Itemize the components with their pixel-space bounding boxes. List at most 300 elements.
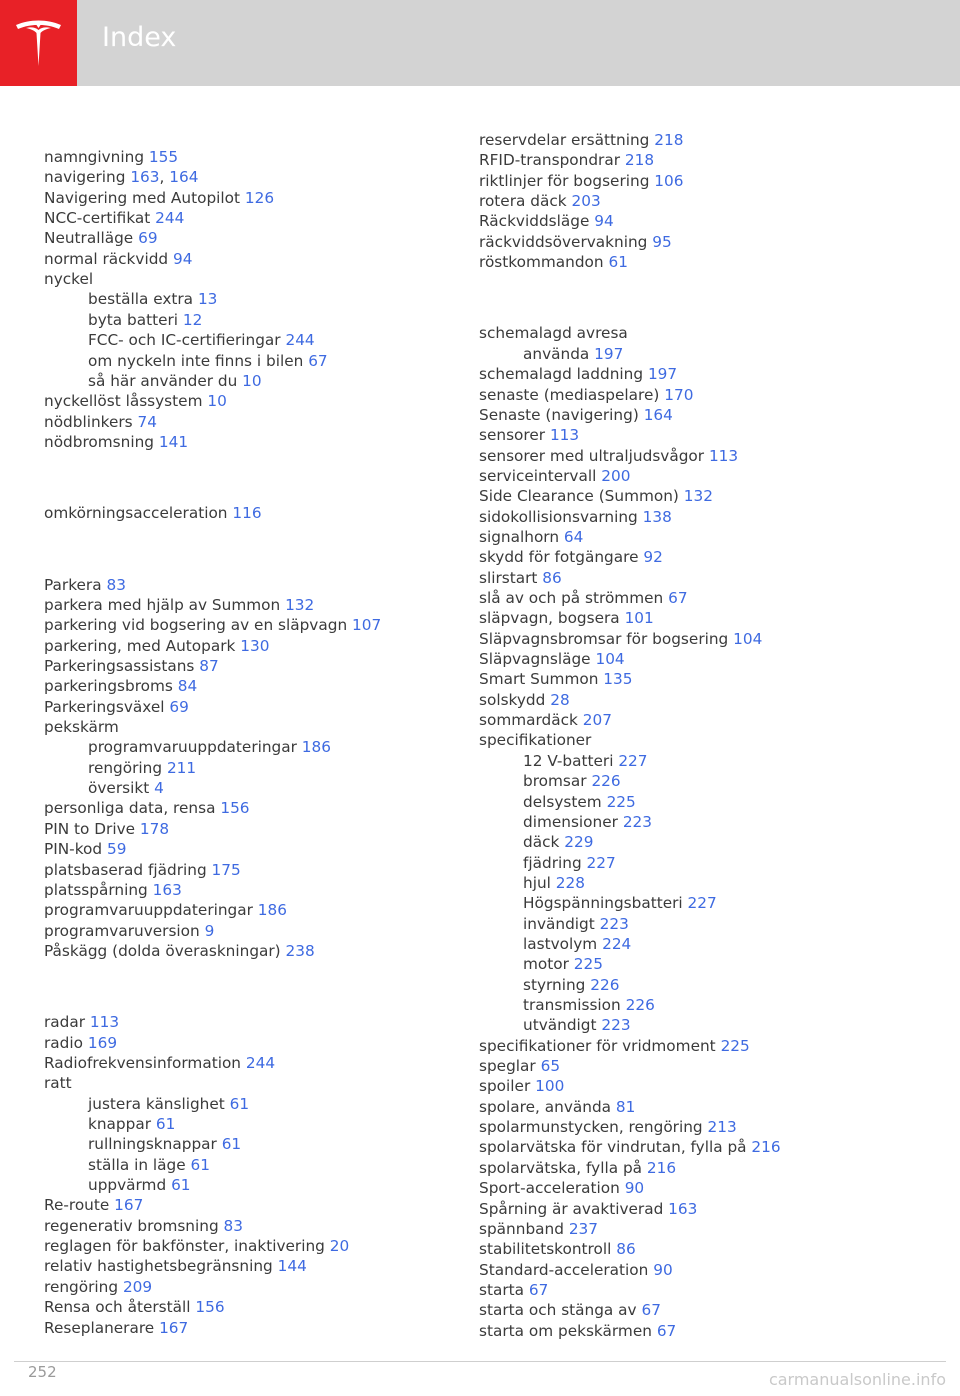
page-reference-link[interactable]: 244: [285, 331, 315, 350]
page-number: 252: [28, 1363, 57, 1381]
index-entry: [44, 1277, 152, 1297]
index-term: Släpvagnsläge: [479, 650, 591, 669]
page-reference-link[interactable]: 67: [656, 1321, 677, 1340]
index-term: hjul: [523, 873, 551, 892]
page-reference-link[interactable]: 169: [87, 1033, 118, 1052]
page-reference-link[interactable]: 12: [182, 310, 203, 329]
index-entry: [44, 1318, 188, 1338]
index-term: omkörningsacceleration: [44, 504, 228, 523]
index-subentry: [88, 1175, 191, 1195]
index-entry: [479, 425, 579, 445]
page-reference-link[interactable]: 107: [352, 616, 382, 635]
index-term: starta: [479, 1280, 525, 1299]
page-reference-link[interactable]: 126: [244, 188, 275, 207]
index-entry: [479, 466, 630, 486]
index-entry: [44, 676, 197, 696]
index-entry: [44, 615, 381, 635]
index-entry: [479, 547, 663, 567]
page-reference-link[interactable]: 197: [647, 365, 678, 384]
page-reference-link[interactable]: 223: [622, 812, 653, 831]
index-term: byta batteri: [88, 310, 179, 329]
index-subentry: [523, 751, 648, 771]
index-term: om nyckeln inte finns i bilen: [88, 351, 304, 370]
index-subentry: [523, 771, 621, 791]
index-term: riktlinjer för bogsering: [479, 171, 650, 190]
page-reference-link[interactable]: 155: [148, 148, 179, 166]
index-subentry: [523, 954, 603, 974]
index-term: Smart Summon: [479, 670, 599, 689]
index-subentry: [88, 1114, 175, 1134]
index-term: programvaruversion: [44, 921, 200, 940]
index-term: Radiofrekvensinformation: [44, 1053, 242, 1072]
page-reference-link[interactable]: 227: [586, 853, 616, 872]
index-term: uppvärmd: [88, 1176, 167, 1195]
index-entry: [479, 191, 601, 211]
page-reference-link[interactable]: 178: [139, 819, 170, 838]
index-term: spolarvätska, fylla på: [479, 1158, 643, 1177]
page-reference-link[interactable]: 83: [106, 575, 126, 594]
page-reference-link[interactable]: 167: [159, 1318, 189, 1337]
index-term: normal räckvidd: [44, 249, 169, 268]
watermark: carmanualsonline.info: [768, 1370, 946, 1389]
page-reference-link[interactable]: 84: [177, 677, 198, 696]
index-term: skydd för fotgängare: [479, 548, 639, 567]
footer-divider: [14, 1361, 946, 1362]
page-reference-link[interactable]: 227: [618, 751, 648, 770]
index-entry: [44, 1012, 119, 1032]
page-reference-link[interactable]: 61: [221, 1135, 242, 1154]
page-reference-link[interactable]: 10: [242, 371, 262, 390]
index-subentry: [523, 934, 631, 954]
page-reference-link[interactable]: 226: [591, 772, 621, 791]
page-reference-link[interactable]: 237: [568, 1219, 599, 1238]
page-reference-link[interactable]: 156: [195, 1298, 225, 1317]
index-subentry: [523, 873, 585, 893]
index-term: navigering: [44, 168, 126, 187]
index-subentry: [88, 371, 262, 391]
index-entry: [479, 252, 628, 272]
index-entry: [44, 412, 157, 432]
page-reference-link[interactable]: 223: [599, 914, 629, 933]
index-entry: [479, 150, 654, 170]
index-term: specifikationer för vridmoment: [479, 1036, 716, 1055]
page-reference-link[interactable]: 132: [285, 595, 315, 614]
index-term: solskydd: [479, 690, 546, 709]
index-entry: [44, 880, 182, 900]
page-reference-link[interactable]: 156: [220, 799, 250, 818]
page-reference-link[interactable]: 209: [122, 1277, 153, 1296]
index-term: senaste (mediaspelare): [479, 385, 660, 404]
page-reference-link[interactable]: 186: [257, 901, 287, 920]
index-entry: [44, 860, 241, 880]
index-subentry: [88, 330, 315, 350]
index-subentry: [88, 778, 164, 798]
index-entry: [479, 1117, 737, 1137]
index-term: platsbaserad fjädring: [44, 860, 207, 879]
page-reference-link[interactable]: 163: [152, 880, 182, 899]
index-term: släpvagn, bogsera: [479, 609, 620, 628]
index-term: spolarmunstycken, rengöring: [479, 1118, 703, 1137]
index-entry: [44, 900, 287, 920]
index-term: slirstart: [479, 568, 538, 587]
index-entry: [44, 249, 192, 269]
page-reference-link[interactable]: 175: [211, 860, 241, 879]
tesla-logo-icon: [0, 0, 77, 86]
index-term: sensorer med ultraljudsvågor: [479, 446, 705, 465]
page-reference-link[interactable]: 87: [199, 657, 219, 675]
index-entry: [44, 636, 269, 656]
index-term: beställa extra: [88, 290, 194, 309]
page-reference-link[interactable]: 164: [169, 168, 199, 187]
index-subentry: [523, 995, 655, 1015]
index-term: motor: [523, 955, 569, 974]
index-term: specifikationer: [479, 731, 592, 750]
index-term: Neutralläge: [44, 229, 134, 248]
page-reference-link[interactable]: 227: [687, 894, 717, 913]
page-reference-link[interactable]: 69: [169, 697, 189, 716]
index-subentry: [523, 893, 717, 913]
page-reference-link[interactable]: 135: [603, 670, 633, 689]
index-term: ställa in läge: [88, 1155, 186, 1174]
index-entry: [44, 503, 262, 523]
page-reference-link[interactable]: 90: [653, 1260, 673, 1279]
page-reference-link[interactable]: 207: [582, 711, 612, 730]
page-reference-link[interactable]: 100: [535, 1077, 565, 1096]
index-entry: [479, 385, 693, 405]
index-term: rengöring: [44, 1277, 119, 1296]
index-entry: [44, 1073, 72, 1093]
index-term: räckviddsövervakning: [479, 232, 648, 251]
index-term: styrning: [523, 975, 586, 994]
page-reference-link[interactable]: 10: [207, 392, 227, 411]
index-term: radio: [44, 1033, 83, 1052]
page-reference-link[interactable]: 94: [594, 212, 614, 231]
index-subentry: [523, 975, 619, 995]
index-term: utvändigt: [523, 1016, 597, 1035]
index-entry: [479, 1036, 750, 1056]
page-reference-link[interactable]: 224: [602, 934, 632, 953]
index-subentry: [88, 758, 196, 778]
index-term: sidokollisionsvarning: [479, 507, 638, 526]
index-entry: [479, 1097, 635, 1117]
index-entry: [44, 839, 126, 859]
index-term: Spårning är avaktiverad: [479, 1199, 664, 1218]
page-reference-link[interactable]: 167: [114, 1196, 144, 1215]
index-term: reglagen för bakfönster, inaktivering: [44, 1237, 325, 1256]
index-entry: [479, 1260, 673, 1280]
page-reference-link[interactable]: 86: [616, 1240, 636, 1259]
page-reference-link[interactable]: 170: [664, 385, 694, 404]
index-term: Sport-acceleration: [479, 1179, 620, 1198]
page-reference-link[interactable]: 244: [155, 209, 185, 228]
index-subentry: [88, 289, 217, 309]
index-term: Standard-acceleration: [479, 1260, 649, 1279]
index-entry: [479, 568, 562, 588]
page-title: Index: [102, 22, 177, 53]
index-entry: [479, 1219, 598, 1239]
index-entry: [44, 717, 119, 737]
index-entry: [479, 1056, 560, 1076]
page-reference-link[interactable]: 61: [171, 1176, 191, 1195]
page-reference-link[interactable]: 104: [733, 629, 763, 648]
index-entry: [479, 446, 738, 466]
index-term: personliga data, rensa: [44, 799, 216, 818]
index-entry: [479, 486, 713, 506]
page-reference-link[interactable]: 94: [173, 249, 193, 268]
index-subentry: [88, 737, 331, 757]
page-reference-link[interactable]: 90: [624, 1179, 645, 1198]
index-term: signalhorn: [479, 527, 560, 546]
index-term: Re-route: [44, 1196, 110, 1215]
index-term: spolarvätska för vindrutan, fylla på: [479, 1138, 747, 1157]
index-term: Påskägg (dolda överaskningar): [44, 941, 281, 960]
page-reference-link[interactable]: 113: [89, 1013, 120, 1032]
index-entry: [44, 1297, 225, 1317]
page-reference-link[interactable]: 225: [720, 1036, 750, 1055]
page-reference-link[interactable]: 225: [606, 792, 636, 811]
index-term: 12 V-batteri: [523, 751, 614, 770]
page-reference-link[interactable]: 144: [277, 1257, 307, 1276]
index-term: Parkeringsväxel: [44, 697, 165, 716]
index-term: pekskärm: [44, 718, 119, 737]
index-entry: [479, 710, 612, 730]
index-term: dimensioner: [523, 812, 618, 831]
index-term: FCC- och IC-certifieringar: [88, 331, 281, 350]
index-entry: [479, 629, 762, 649]
page-reference-link[interactable]: 225: [573, 955, 603, 974]
index-subentry: [88, 1134, 241, 1154]
page-reference-link[interactable]: 59: [106, 840, 127, 859]
page-reference-link[interactable]: 13: [197, 290, 218, 309]
index-term: schemalagd avresa: [479, 324, 628, 343]
page-reference-link[interactable]: 226: [590, 975, 620, 994]
index-term: namngivning: [44, 148, 145, 166]
index-subentry: [523, 344, 623, 364]
index-entry: [44, 819, 169, 839]
page-reference-link[interactable]: 74: [137, 412, 157, 431]
page-reference-link[interactable]: 223: [601, 1016, 631, 1035]
page-reference-link[interactable]: 197: [594, 344, 624, 363]
index-term: Släpvagnsbromsar för bogsering: [479, 629, 729, 648]
page-reference-link[interactable]: 218: [624, 151, 655, 170]
page-reference-link[interactable]: 92: [643, 548, 663, 567]
index-entry: [479, 171, 683, 191]
index-entry: [44, 147, 178, 167]
index-subentry: [88, 1155, 210, 1175]
index-term: Parkeringsassistans: [44, 657, 195, 675]
page-reference-link[interactable]: 229: [564, 833, 594, 852]
page-reference-link[interactable]: 244: [245, 1053, 276, 1072]
index-term: regenerativ bromsning: [44, 1216, 219, 1235]
page-reference-link[interactable]: 186: [301, 738, 331, 757]
page-reference-link[interactable]: 69: [138, 229, 158, 248]
index-term: Side Clearance (Summon): [479, 487, 679, 506]
index-term: Navigering med Autopilot: [44, 188, 241, 207]
page-reference-link[interactable]: 130: [240, 636, 270, 655]
index-term: Rensa och återställ: [44, 1298, 191, 1317]
index-subentry: [523, 812, 652, 832]
index-entry: [479, 1076, 564, 1096]
index-entry: [479, 608, 654, 628]
index-subentry: [88, 310, 202, 330]
page-reference-link[interactable]: 9: [204, 921, 215, 940]
index-entry: [44, 575, 126, 595]
page-reference-link[interactable]: 132: [683, 487, 713, 506]
index-term: starta och stänga av: [479, 1301, 637, 1320]
index-entry: [479, 1321, 676, 1341]
index-entry: [479, 1137, 781, 1157]
page-reference-link[interactable]: 61: [190, 1155, 210, 1174]
index-entry: [44, 798, 250, 818]
index-entry: [44, 921, 214, 941]
page-reference-link[interactable]: 113: [549, 426, 580, 445]
index-term: så här använder du: [88, 371, 238, 390]
page-reference-link[interactable]: 141: [158, 432, 189, 451]
page-reference-link[interactable]: 228: [555, 873, 585, 892]
index-entry: [479, 669, 632, 689]
page-reference-link[interactable]: 61: [229, 1094, 250, 1113]
page-reference-link[interactable]: 216: [751, 1138, 781, 1157]
page-reference-link[interactable]: 104: [595, 650, 625, 669]
index-entry: [44, 1033, 117, 1053]
index-term: sommardäck: [479, 711, 578, 730]
index-subentry: [523, 853, 616, 873]
index-entry: [479, 730, 591, 750]
page-reference-link[interactable]: 203: [571, 192, 601, 211]
index-entry: navigering 163, 164: [44, 168, 199, 187]
page-reference-link[interactable]: 81: [615, 1097, 636, 1116]
index-entry: [44, 1053, 275, 1073]
index-term: Högspänningsbatteri: [523, 894, 683, 913]
index-entry: [479, 527, 583, 547]
index-term: röstkommandon: [479, 253, 604, 272]
index-entry: [44, 1216, 243, 1236]
page-reference-link[interactable]: 64: [563, 527, 584, 546]
page-reference-link[interactable]: 113: [708, 446, 739, 465]
index-term: knappar: [88, 1115, 152, 1133]
index-term: radar: [44, 1013, 86, 1032]
index-entry: [479, 232, 672, 252]
index-term: sensorer: [479, 426, 546, 445]
page-reference-link[interactable]: 238: [285, 941, 315, 960]
index-entry: [479, 690, 570, 710]
page-reference-link[interactable]: 28: [550, 690, 570, 709]
index-term: rullningsknappar: [88, 1135, 217, 1154]
page-reference-link[interactable]: 211: [166, 758, 197, 777]
page-reference-link[interactable]: 95: [652, 232, 672, 251]
page-reference-link[interactable]: 4: [154, 779, 164, 798]
index-entry: [44, 656, 219, 676]
page-reference-link[interactable]: 83: [223, 1216, 244, 1235]
index-term: däck: [523, 833, 560, 852]
page-reference-link[interactable]: 67: [641, 1301, 661, 1320]
page-reference-link[interactable]: 163: [668, 1199, 698, 1218]
index-subentry: [88, 1094, 249, 1114]
index-entry: [44, 432, 188, 452]
index-entry: [479, 211, 614, 231]
index-term: lastvolym: [523, 934, 598, 953]
index-subentry: [523, 792, 636, 812]
page-reference-link[interactable]: 67: [668, 589, 688, 607]
index-entry: [479, 588, 688, 608]
index-term: bromsar: [523, 772, 587, 791]
page-reference-link[interactable]: 163: [130, 168, 160, 187]
page-header: [0, 0, 960, 86]
index-entry: [44, 697, 189, 717]
index-term: platsspårning: [44, 880, 148, 899]
index-subentry: [523, 1015, 631, 1035]
index-term: transmission: [523, 996, 621, 1014]
index-term: fjädring: [523, 853, 582, 872]
index-term: parkera med hjälp av Summon: [44, 595, 281, 614]
index-term: använda: [523, 344, 590, 363]
index-term: Reseplanerare: [44, 1318, 155, 1337]
page-reference-link[interactable]: 213: [707, 1118, 737, 1137]
page-reference-link[interactable]: 20: [329, 1237, 350, 1256]
index-entry: [479, 1300, 661, 1320]
index-entry: [44, 941, 315, 961]
index-entry: [44, 269, 93, 289]
page-reference-link[interactable]: 61: [155, 1115, 176, 1133]
index-entry: [44, 595, 314, 615]
page-reference-link[interactable]: 138: [642, 507, 672, 526]
index-term: nödblinkers: [44, 412, 133, 431]
index-entry: [479, 1239, 636, 1259]
index-term: programvaruuppdateringar: [44, 901, 253, 920]
page-reference-link[interactable]: 116: [232, 504, 262, 523]
index-term: programvaruuppdateringar: [88, 738, 297, 757]
index-entry: [479, 130, 683, 150]
page-reference-link[interactable]: 67: [528, 1280, 549, 1299]
index-entry: [479, 1158, 676, 1178]
index-entry: [479, 507, 672, 527]
page-reference-link[interactable]: 67: [308, 351, 328, 370]
page-reference-link[interactable]: 226: [625, 996, 655, 1014]
page-reference-link[interactable]: 164: [643, 405, 673, 424]
page-reference-link[interactable]: 65: [540, 1057, 561, 1076]
page-reference-link[interactable]: 61: [608, 253, 628, 272]
index-term: PIN-kod: [44, 840, 103, 859]
index-term: invändigt: [523, 914, 595, 933]
index-term: nödbromsning: [44, 432, 155, 451]
index-term: spännband: [479, 1219, 564, 1238]
page-reference-link[interactable]: 86: [542, 568, 562, 587]
index-term: justera känslighet: [88, 1094, 225, 1113]
index-entry: [44, 391, 227, 411]
index-term: slå av och på strömmen: [479, 589, 664, 607]
index-term: delsystem: [523, 792, 602, 811]
index-term: parkeringsbroms: [44, 677, 173, 696]
page-reference-link[interactable]: 200: [601, 466, 631, 485]
index-term: ratt: [44, 1074, 72, 1093]
index-term: spoiler: [479, 1077, 531, 1096]
index-entry: [479, 1280, 548, 1300]
index-term: parkering, med Autopark: [44, 636, 236, 655]
index-entry: [44, 1195, 143, 1215]
page-reference-link[interactable]: 218: [654, 131, 684, 149]
index-entry: [44, 1256, 307, 1276]
index-term: reservdelar ersättning: [479, 131, 650, 149]
index-subentry: [523, 914, 629, 934]
index-term: serviceintervall: [479, 466, 597, 485]
index-term: starta om pekskärmen: [479, 1321, 652, 1340]
index-term: rengöring: [88, 758, 163, 777]
index-entry: [44, 228, 158, 248]
page-reference-link[interactable]: 101: [624, 609, 654, 628]
page-reference-link[interactable]: 216: [646, 1158, 677, 1177]
page-reference-link[interactable]: 106: [654, 171, 684, 190]
index-entry: [479, 649, 625, 669]
